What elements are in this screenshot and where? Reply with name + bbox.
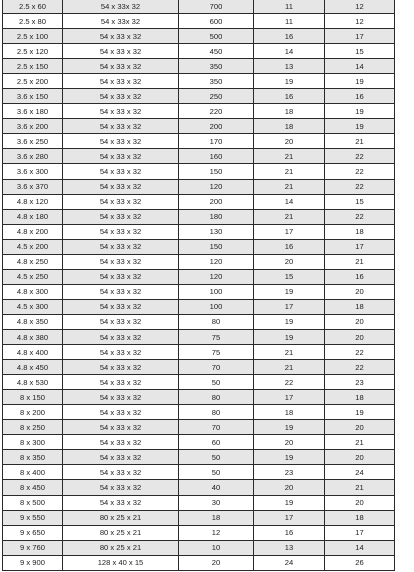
cell-quantity: 200 xyxy=(179,194,254,209)
cell-size: 3.6 x 200 xyxy=(3,119,63,134)
table-row xyxy=(3,89,395,104)
cell-size: 9 x 760 xyxy=(3,540,63,555)
cell-carton: 54 x 33 x 32 xyxy=(63,405,179,420)
cell-value-b: 18 xyxy=(325,224,395,239)
cell-quantity: 160 xyxy=(179,149,254,164)
cell-quantity: 700 xyxy=(179,0,254,14)
cell-carton: 54 x 33 x 32 xyxy=(63,284,179,299)
cell-quantity: 60 xyxy=(179,435,254,450)
cell-size: 4.5 x 300 xyxy=(3,299,63,314)
table-row xyxy=(3,465,395,480)
cell-value-b: 21 xyxy=(325,480,395,495)
cell-size: 2.5 x 80 xyxy=(3,14,63,29)
cell-size: 8 x 250 xyxy=(3,420,63,435)
cell-value-b: 20 xyxy=(325,420,395,435)
table-row xyxy=(3,0,395,14)
cell-carton: 54 x 33 x 32 xyxy=(63,420,179,435)
cell-carton: 54 x 33 x 32 xyxy=(63,375,179,390)
table-row xyxy=(3,299,395,314)
cell-quantity: 170 xyxy=(179,134,254,149)
table-row xyxy=(3,420,395,435)
cell-value-b: 22 xyxy=(325,149,395,164)
cell-value-b: 12 xyxy=(325,14,395,29)
cell-value-b: 19 xyxy=(325,405,395,420)
cell-value-b: 14 xyxy=(325,540,395,555)
cell-value-b: 18 xyxy=(325,510,395,525)
table-row xyxy=(3,345,395,360)
cell-value-b: 19 xyxy=(325,119,395,134)
table-row xyxy=(3,44,395,59)
cell-value-b: 20 xyxy=(325,314,395,329)
cell-carton: 54 x 33x 32 xyxy=(63,0,179,14)
cell-size: 8 x 400 xyxy=(3,465,63,480)
cell-size: 9 x 550 xyxy=(3,510,63,525)
cell-carton: 54 x 33 x 32 xyxy=(63,269,179,284)
cell-quantity: 12 xyxy=(179,525,254,540)
cell-carton: 54 x 33 x 32 xyxy=(63,119,179,134)
cell-value-a: 21 xyxy=(254,360,325,375)
cell-size: 4.8 x 380 xyxy=(3,329,63,344)
cell-value-a: 17 xyxy=(254,224,325,239)
cell-size: 4.8 x 450 xyxy=(3,360,63,375)
cell-quantity: 50 xyxy=(179,450,254,465)
cell-value-b: 15 xyxy=(325,194,395,209)
cell-carton: 54 x 33x 32 xyxy=(63,14,179,29)
cell-value-a: 15 xyxy=(254,269,325,284)
cell-quantity: 80 xyxy=(179,390,254,405)
cell-value-b: 24 xyxy=(325,465,395,480)
table-row xyxy=(3,540,395,555)
cell-value-a: 16 xyxy=(254,89,325,104)
cell-value-a: 19 xyxy=(254,450,325,465)
cell-carton: 54 x 33 x 32 xyxy=(63,59,179,74)
cell-value-b: 22 xyxy=(325,179,395,194)
cell-quantity: 80 xyxy=(179,314,254,329)
cell-value-b: 17 xyxy=(325,29,395,44)
cell-value-b: 15 xyxy=(325,44,395,59)
cell-value-b: 17 xyxy=(325,239,395,254)
cell-value-a: 13 xyxy=(254,59,325,74)
cell-size: 8 x 350 xyxy=(3,450,63,465)
cell-size: 4.8 x 200 xyxy=(3,224,63,239)
cell-size: 9 x 650 xyxy=(3,525,63,540)
cell-quantity: 130 xyxy=(179,224,254,239)
cell-carton: 54 x 33 x 32 xyxy=(63,149,179,164)
table-row xyxy=(3,360,395,375)
cell-value-a: 14 xyxy=(254,194,325,209)
cell-value-a: 20 xyxy=(254,134,325,149)
cell-carton: 54 x 33 x 32 xyxy=(63,450,179,465)
cell-quantity: 100 xyxy=(179,299,254,314)
cell-value-b: 18 xyxy=(325,390,395,405)
cell-quantity: 500 xyxy=(179,29,254,44)
table-row xyxy=(3,179,395,194)
cell-value-a: 21 xyxy=(254,149,325,164)
cell-quantity: 150 xyxy=(179,239,254,254)
cell-quantity: 75 xyxy=(179,345,254,360)
table-row xyxy=(3,525,395,540)
cell-value-a: 20 xyxy=(254,435,325,450)
cell-carton: 54 x 33 x 32 xyxy=(63,314,179,329)
cell-carton: 128 x 40 x 15 xyxy=(63,555,179,570)
cell-value-a: 20 xyxy=(254,480,325,495)
cell-quantity: 600 xyxy=(179,14,254,29)
cell-carton: 54 x 33 x 32 xyxy=(63,134,179,149)
cell-carton: 54 x 33 x 32 xyxy=(63,224,179,239)
table-row xyxy=(3,29,395,44)
cell-quantity: 220 xyxy=(179,104,254,119)
table-row xyxy=(3,450,395,465)
cell-quantity: 350 xyxy=(179,74,254,89)
cell-value-b: 18 xyxy=(325,299,395,314)
cell-quantity: 80 xyxy=(179,405,254,420)
cell-size: 2.5 x 60 xyxy=(3,0,63,14)
table-row xyxy=(3,224,395,239)
cell-quantity: 200 xyxy=(179,119,254,134)
cell-size: 9 x 900 xyxy=(3,555,63,570)
cell-size: 4.8 x 120 xyxy=(3,194,63,209)
cell-value-b: 20 xyxy=(325,450,395,465)
cell-carton: 54 x 33 x 32 xyxy=(63,435,179,450)
cell-value-a: 11 xyxy=(254,0,325,14)
cell-quantity: 250 xyxy=(179,89,254,104)
cell-value-b: 22 xyxy=(325,360,395,375)
cell-size: 4.8 x 530 xyxy=(3,375,63,390)
cell-carton: 54 x 33 x 32 xyxy=(63,345,179,360)
table-row xyxy=(3,480,395,495)
cell-value-b: 21 xyxy=(325,435,395,450)
cell-quantity: 75 xyxy=(179,329,254,344)
cell-size: 3.6 x 300 xyxy=(3,164,63,179)
cell-quantity: 50 xyxy=(179,465,254,480)
table-row xyxy=(3,495,395,510)
cell-carton: 54 x 33 x 32 xyxy=(63,44,179,59)
cell-value-a: 19 xyxy=(254,495,325,510)
cell-size: 4.5 x 200 xyxy=(3,239,63,254)
table-row xyxy=(3,375,395,390)
cell-carton: 54 x 33 x 32 xyxy=(63,239,179,254)
cell-quantity: 150 xyxy=(179,164,254,179)
cell-value-a: 19 xyxy=(254,314,325,329)
cell-value-a: 18 xyxy=(254,405,325,420)
cell-quantity: 20 xyxy=(179,555,254,570)
cell-value-a: 20 xyxy=(254,254,325,269)
cell-quantity: 10 xyxy=(179,540,254,555)
cell-quantity: 30 xyxy=(179,495,254,510)
cell-carton: 54 x 33 x 32 xyxy=(63,360,179,375)
cell-size: 3.6 x 280 xyxy=(3,149,63,164)
cell-carton: 54 x 33 x 32 xyxy=(63,209,179,224)
cell-quantity: 40 xyxy=(179,480,254,495)
cell-value-a: 19 xyxy=(254,420,325,435)
cell-value-a: 14 xyxy=(254,44,325,59)
cell-value-b: 17 xyxy=(325,525,395,540)
table-row xyxy=(3,134,395,149)
cell-value-a: 22 xyxy=(254,375,325,390)
cell-quantity: 70 xyxy=(179,420,254,435)
table-row xyxy=(3,209,395,224)
cell-size: 4.8 x 350 xyxy=(3,314,63,329)
cell-value-a: 16 xyxy=(254,525,325,540)
table-row xyxy=(3,405,395,420)
cell-carton: 54 x 33 x 32 xyxy=(63,29,179,44)
cell-carton: 80 x 25 x 21 xyxy=(63,525,179,540)
table-row xyxy=(3,104,395,119)
table-row xyxy=(3,239,395,254)
cell-size: 4.8 x 300 xyxy=(3,284,63,299)
cell-value-b: 26 xyxy=(325,555,395,570)
cell-carton: 54 x 33 x 32 xyxy=(63,104,179,119)
table-row xyxy=(3,59,395,74)
cell-value-a: 16 xyxy=(254,239,325,254)
cell-quantity: 120 xyxy=(179,254,254,269)
cell-size: 4.5 x 250 xyxy=(3,269,63,284)
cell-value-b: 12 xyxy=(325,0,395,14)
cell-size: 3.6 x 370 xyxy=(3,179,63,194)
table-row xyxy=(3,555,395,570)
cell-carton: 54 x 33 x 32 xyxy=(63,299,179,314)
cell-value-a: 19 xyxy=(254,284,325,299)
cell-quantity: 100 xyxy=(179,284,254,299)
spec-table-body xyxy=(3,0,395,570)
spec-table xyxy=(2,0,395,571)
cell-value-a: 11 xyxy=(254,14,325,29)
table-row xyxy=(3,435,395,450)
cell-value-a: 13 xyxy=(254,540,325,555)
cell-carton: 54 x 33 x 32 xyxy=(63,329,179,344)
cell-quantity: 350 xyxy=(179,59,254,74)
cell-value-a: 23 xyxy=(254,465,325,480)
table-row xyxy=(3,149,395,164)
cell-value-b: 22 xyxy=(325,164,395,179)
cell-size: 8 x 150 xyxy=(3,390,63,405)
cell-carton: 54 x 33 x 32 xyxy=(63,254,179,269)
cell-carton: 54 x 33 x 32 xyxy=(63,495,179,510)
cell-size: 8 x 500 xyxy=(3,495,63,510)
spec-table-wrapper xyxy=(2,0,394,571)
cell-value-a: 18 xyxy=(254,104,325,119)
cell-carton: 54 x 33 x 32 xyxy=(63,164,179,179)
table-row xyxy=(3,74,395,89)
cell-value-a: 19 xyxy=(254,74,325,89)
cell-value-a: 17 xyxy=(254,390,325,405)
cell-carton: 54 x 33 x 32 xyxy=(63,179,179,194)
cell-size: 3.6 x 180 xyxy=(3,104,63,119)
table-row xyxy=(3,510,395,525)
cell-size: 3.6 x 250 xyxy=(3,134,63,149)
cell-value-b: 20 xyxy=(325,495,395,510)
table-row xyxy=(3,329,395,344)
cell-value-a: 24 xyxy=(254,555,325,570)
cell-size: 8 x 200 xyxy=(3,405,63,420)
table-row xyxy=(3,269,395,284)
cell-size: 2.5 x 200 xyxy=(3,74,63,89)
table-row xyxy=(3,390,395,405)
cell-quantity: 50 xyxy=(179,375,254,390)
cell-size: 4.8 x 180 xyxy=(3,209,63,224)
cell-carton: 54 x 33 x 32 xyxy=(63,194,179,209)
table-row xyxy=(3,314,395,329)
cell-carton: 54 x 33 x 32 xyxy=(63,465,179,480)
cell-value-b: 21 xyxy=(325,134,395,149)
cell-value-a: 21 xyxy=(254,345,325,360)
cell-value-b: 20 xyxy=(325,284,395,299)
cell-value-b: 22 xyxy=(325,209,395,224)
cell-quantity: 70 xyxy=(179,360,254,375)
cell-quantity: 120 xyxy=(179,269,254,284)
cell-quantity: 180 xyxy=(179,209,254,224)
cell-value-a: 17 xyxy=(254,299,325,314)
cell-value-a: 16 xyxy=(254,29,325,44)
cell-value-b: 19 xyxy=(325,74,395,89)
cell-size: 3.6 x 150 xyxy=(3,89,63,104)
cell-size: 4.8 x 400 xyxy=(3,345,63,360)
cell-carton: 80 x 25 x 21 xyxy=(63,510,179,525)
cell-size: 2.5 x 100 xyxy=(3,29,63,44)
cell-value-b: 16 xyxy=(325,89,395,104)
cell-value-b: 22 xyxy=(325,345,395,360)
cell-value-b: 21 xyxy=(325,254,395,269)
cell-value-a: 21 xyxy=(254,209,325,224)
table-row xyxy=(3,14,395,29)
table-row xyxy=(3,194,395,209)
cell-value-a: 21 xyxy=(254,179,325,194)
cell-size: 8 x 450 xyxy=(3,480,63,495)
cell-value-b: 20 xyxy=(325,329,395,344)
cell-value-b: 16 xyxy=(325,269,395,284)
cell-carton: 54 x 33 x 32 xyxy=(63,89,179,104)
cell-quantity: 120 xyxy=(179,179,254,194)
table-row xyxy=(3,164,395,179)
table-row xyxy=(3,119,395,134)
cell-size: 2.5 x 150 xyxy=(3,59,63,74)
cell-size: 4.8 x 250 xyxy=(3,254,63,269)
cell-value-a: 18 xyxy=(254,119,325,134)
cell-value-b: 14 xyxy=(325,59,395,74)
cell-carton: 54 x 33 x 32 xyxy=(63,480,179,495)
table-row xyxy=(3,254,395,269)
cell-value-b: 23 xyxy=(325,375,395,390)
cell-value-a: 17 xyxy=(254,510,325,525)
table-row xyxy=(3,284,395,299)
cell-value-a: 21 xyxy=(254,164,325,179)
cell-value-a: 19 xyxy=(254,329,325,344)
cell-carton: 80 x 25 x 21 xyxy=(63,540,179,555)
cell-value-b: 19 xyxy=(325,104,395,119)
cell-size: 2.5 x 120 xyxy=(3,44,63,59)
cell-carton: 54 x 33 x 32 xyxy=(63,74,179,89)
cell-quantity: 18 xyxy=(179,510,254,525)
cell-quantity: 450 xyxy=(179,44,254,59)
cell-size: 8 x 300 xyxy=(3,435,63,450)
cell-carton: 54 x 33 x 32 xyxy=(63,390,179,405)
